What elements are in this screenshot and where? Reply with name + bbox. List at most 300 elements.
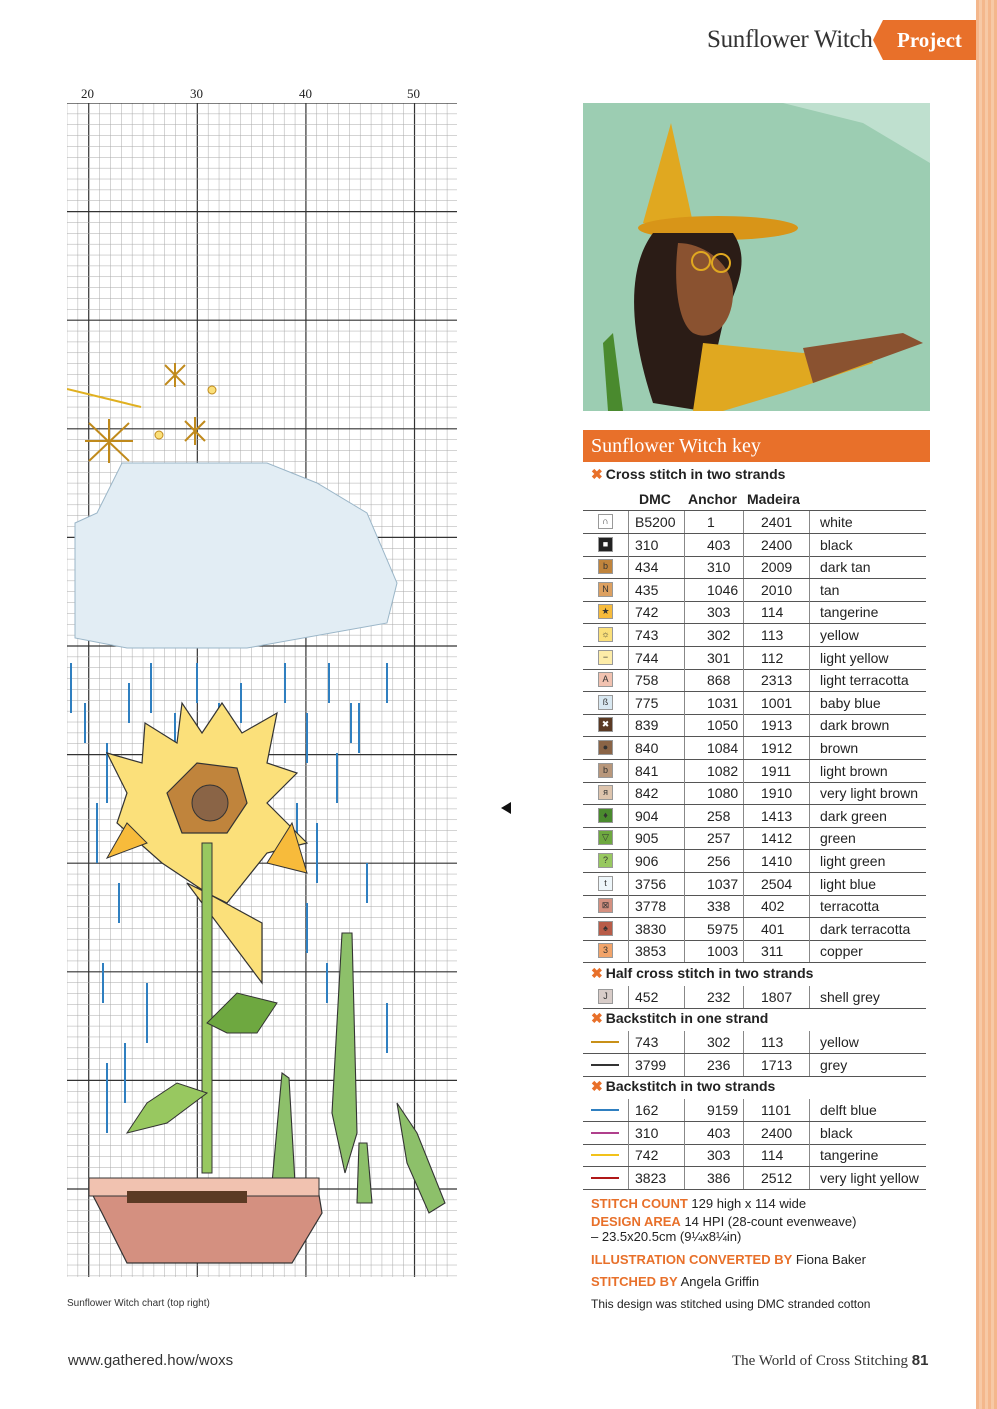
key-row	[583, 940, 926, 963]
table-divider	[809, 760, 810, 782]
key-row	[583, 669, 926, 692]
table-divider	[684, 1122, 685, 1144]
table-divider	[684, 579, 685, 601]
key-cell-anchor: 1031	[707, 694, 739, 711]
key-cell-name: dark green	[820, 807, 887, 824]
key-cell-name: dark brown	[820, 717, 890, 734]
key-cell-anchor: 1003	[707, 943, 739, 960]
table-divider	[684, 918, 685, 940]
key-row	[583, 873, 926, 896]
table-divider	[809, 669, 810, 691]
stitch-symbol-icon: 3	[598, 943, 613, 958]
table-divider	[743, 624, 744, 646]
key-cell-name: very light brown	[820, 785, 919, 802]
key-cell-name: very light yellow	[820, 1169, 919, 1186]
stitched-witch-photo	[583, 103, 930, 411]
key-row	[583, 692, 926, 715]
key-cell-madeira: 2401	[761, 514, 793, 530]
key-cell-madeira: 1913	[761, 717, 793, 734]
stitch-symbol-icon: b	[598, 559, 613, 574]
table-divider	[809, 895, 810, 917]
table-divider	[684, 556, 685, 578]
key-cell-name: yellow	[820, 627, 859, 643]
key-cell-name: tangerine	[820, 604, 879, 621]
table-divider	[743, 760, 744, 782]
key-cell-anchor: 1084	[707, 740, 739, 756]
stitch-symbol-icon: ⊠	[598, 898, 613, 913]
table-divider	[743, 1144, 744, 1166]
table-divider	[628, 1167, 629, 1189]
table-divider	[809, 782, 810, 804]
key-cell-madeira: 401	[761, 920, 785, 937]
table-divider	[743, 850, 744, 872]
project-tag: Project	[883, 20, 976, 60]
table-divider	[628, 579, 629, 601]
stitch-symbol-icon: A	[598, 672, 613, 687]
stitch-symbol-icon: ▽	[598, 830, 613, 845]
stitch-symbol-icon: J	[598, 989, 613, 1004]
stitch-symbol-icon: ■	[598, 537, 613, 552]
key-cell-anchor: 301	[707, 649, 731, 666]
table-divider	[743, 986, 744, 1008]
section-label: Backstitch in two strands	[605, 1078, 776, 1094]
table-divider	[628, 692, 629, 714]
stitch-symbol-icon: ●	[598, 740, 613, 755]
table-divider	[809, 1167, 810, 1189]
section-backstitch-two: ✖ Backstitch in two strands	[591, 1078, 776, 1094]
design-area: DESIGN AREA 14 HPI (28-count evenweave)	[591, 1214, 857, 1229]
key-cell-anchor: 303	[707, 604, 731, 621]
key-cell-madeira: 1910	[761, 785, 793, 802]
stitch-symbol-icon: t	[598, 876, 613, 891]
stitch-symbol-icon: b	[598, 763, 613, 778]
key-cell-anchor: 257	[707, 830, 731, 847]
table-divider	[684, 895, 685, 917]
sunflower-motif	[107, 703, 307, 1173]
table-divider	[684, 511, 685, 533]
section-label: Cross stitch in two strands	[605, 466, 786, 482]
table-divider	[809, 918, 810, 940]
key-cell-name: copper	[820, 943, 863, 960]
stitch-symbol-icon: −	[598, 650, 613, 665]
key-row	[583, 1122, 926, 1145]
illustration-credit: ILLUSTRATION CONVERTED BY Fiona Baker	[591, 1252, 866, 1267]
key-cell-anchor: 310	[707, 559, 731, 576]
table-divider	[743, 714, 744, 736]
table-divider	[809, 737, 810, 759]
key-row	[583, 918, 926, 941]
section-half-cross: ✖ Half cross stitch in two strands	[591, 965, 814, 981]
backstitch-swatch	[591, 1154, 619, 1156]
decorative-side-stripe	[976, 0, 997, 1409]
page-number: 81	[911, 1352, 929, 1369]
key-cell-dmc: 3823	[635, 1169, 667, 1186]
key-cell-name: light brown	[820, 762, 888, 779]
key-cell-madeira: 1101	[761, 1102, 792, 1118]
key-cell-dmc: 743	[635, 627, 659, 643]
key-title: Sunflower Witch key	[583, 430, 930, 462]
key-row	[583, 1099, 926, 1122]
key-cell-name: light blue	[820, 875, 877, 892]
table-divider	[628, 1144, 629, 1166]
table-divider	[743, 895, 744, 917]
stitch-symbol-icon: ☼	[598, 627, 613, 642]
table-divider	[809, 986, 810, 1008]
key-cell-name: terracotta	[820, 898, 880, 915]
key-row	[583, 827, 926, 850]
key-cell-name: light yellow	[820, 649, 889, 666]
stitch-symbol-icon: ♦	[598, 808, 613, 823]
table-divider	[628, 827, 629, 849]
key-cell-madeira: 1912	[761, 740, 793, 756]
key-row	[583, 986, 926, 1009]
key-cell-madeira: 113	[761, 1034, 784, 1050]
backstitch-swatch	[591, 1109, 619, 1111]
section-label: Backstitch in one strand	[605, 1010, 769, 1026]
key-cell-madeira: 2009	[761, 559, 793, 576]
key-cell-madeira: 1911	[761, 762, 792, 779]
key-cell-anchor: 1080	[707, 785, 739, 802]
key-cell-dmc: 742	[635, 1147, 659, 1164]
key-row	[583, 511, 926, 534]
key-cell-madeira: 2400	[761, 536, 793, 553]
key-column-headers	[583, 488, 926, 511]
table-divider	[628, 556, 629, 578]
table-divider	[809, 850, 810, 872]
key-cell-madeira: 112	[761, 649, 784, 666]
table-divider	[684, 624, 685, 646]
table-divider	[743, 782, 744, 804]
key-cell-anchor: 386	[707, 1169, 731, 1186]
key-cell-anchor: 1082	[707, 762, 739, 779]
key-cell-madeira: 2010	[761, 581, 793, 598]
table-divider	[684, 647, 685, 669]
key-row	[583, 782, 926, 805]
key-cell-dmc: 742	[635, 604, 659, 621]
table-divider	[684, 714, 685, 736]
table-divider	[628, 918, 629, 940]
key-cell-name: black	[820, 536, 853, 553]
table-divider	[743, 669, 744, 691]
key-cell-dmc: 3830	[635, 920, 667, 937]
key-cell-madeira: 2313	[761, 672, 793, 689]
table-divider	[743, 1167, 744, 1189]
key-cell-anchor: 1037	[707, 875, 739, 892]
key-row	[583, 579, 926, 602]
stitch-symbol-icon: ✖	[598, 717, 613, 732]
table-divider	[743, 647, 744, 669]
stitch-symbol-icon: ∩	[598, 514, 613, 529]
table-divider	[809, 624, 810, 646]
key-row	[583, 1144, 926, 1167]
column-header-dmc: DMC	[639, 491, 671, 507]
key-cell-anchor: 338	[707, 898, 731, 915]
table-divider	[684, 1144, 685, 1166]
table-divider	[684, 986, 685, 1008]
key-cell-dmc: 841	[635, 762, 659, 779]
table-divider	[628, 895, 629, 917]
key-cell-dmc: 743	[635, 1034, 659, 1050]
key-cell-anchor: 232	[707, 989, 731, 1005]
table-divider	[684, 1167, 685, 1189]
key-cell-dmc: 310	[635, 1124, 659, 1141]
key-cell-dmc: 904	[635, 807, 659, 824]
key-row	[583, 601, 926, 624]
key-cell-anchor: 236	[707, 1056, 731, 1073]
key-cell-name: black	[820, 1124, 853, 1141]
column-header-anchor: Anchor	[688, 491, 737, 507]
table-divider	[684, 760, 685, 782]
key-cell-dmc: 839	[635, 717, 659, 734]
key-row	[583, 1031, 926, 1054]
key-cell-name: tangerine	[820, 1147, 879, 1164]
table-divider	[809, 647, 810, 669]
table-divider	[628, 873, 629, 895]
table-divider	[743, 1031, 744, 1053]
key-cell-name: white	[820, 514, 853, 530]
table-divider	[684, 669, 685, 691]
sparkle-icon	[85, 363, 205, 463]
table-divider	[809, 692, 810, 714]
table-divider	[809, 940, 810, 962]
chart-caption: Sunflower Witch chart (top right)	[67, 1298, 210, 1309]
key-cell-anchor: 9159	[707, 1102, 739, 1118]
table-divider	[684, 737, 685, 759]
table-divider	[684, 1054, 685, 1076]
table-divider	[684, 827, 685, 849]
key-cell-name: yellow	[820, 1034, 859, 1050]
stitch-symbol-icon: ?	[598, 853, 613, 868]
key-cell-name: delft blue	[820, 1102, 877, 1118]
footer-magazine: The World of Cross Stitching 81	[732, 1352, 929, 1369]
table-divider	[809, 534, 810, 556]
table-divider	[684, 782, 685, 804]
table-divider	[628, 669, 629, 691]
key-cell-dmc: 3778	[635, 898, 667, 915]
backstitch-swatch	[591, 1064, 619, 1066]
stitched-by-credit: STITCHED BY Angela Griffin	[591, 1274, 760, 1289]
key-row	[583, 1167, 926, 1190]
key-row	[583, 737, 926, 760]
table-divider	[628, 1054, 629, 1076]
key-cell-anchor: 1	[707, 514, 715, 530]
key-cell-name: dark terracotta	[820, 920, 911, 937]
table-divider	[743, 737, 744, 759]
key-cell-anchor: 258	[707, 807, 731, 824]
table-divider	[628, 601, 629, 623]
key-cell-madeira: 1713	[761, 1056, 793, 1073]
table-divider	[628, 782, 629, 804]
key-cell-madeira: 1001	[761, 694, 793, 711]
key-cell-dmc: 162	[635, 1102, 659, 1118]
table-divider	[743, 579, 744, 601]
table-divider	[809, 1099, 810, 1121]
table-divider	[684, 692, 685, 714]
key-cell-madeira: 113	[761, 627, 784, 643]
key-cell-dmc: 775	[635, 694, 659, 711]
key-cell-name: shell grey	[820, 989, 880, 1005]
table-divider	[684, 534, 685, 556]
key-row	[583, 850, 926, 873]
key-cell-name: dark tan	[820, 559, 871, 576]
table-divider	[809, 1122, 810, 1144]
stitch-symbol-icon: ß	[598, 695, 613, 710]
column-header-madeira: Madeira	[747, 491, 800, 507]
footer-url[interactable]: www.gathered.how/woxs	[68, 1352, 234, 1369]
key-row	[583, 714, 926, 737]
key-cell-dmc: 905	[635, 830, 659, 847]
key-cell-name: tan	[820, 581, 840, 598]
stitch-symbol-icon: я	[598, 785, 613, 800]
key-cell-dmc: 3799	[635, 1056, 667, 1073]
table-divider	[628, 534, 629, 556]
table-divider	[684, 805, 685, 827]
table-divider	[743, 805, 744, 827]
table-divider	[684, 1099, 685, 1121]
table-divider	[809, 827, 810, 849]
table-divider	[809, 601, 810, 623]
stitch-symbol-icon: ♠	[598, 921, 613, 936]
key-cell-anchor: 303	[707, 1147, 731, 1164]
chart-center-arrow-icon	[501, 802, 511, 814]
table-divider	[743, 601, 744, 623]
table-divider	[684, 850, 685, 872]
key-cell-madeira: 1410	[761, 853, 793, 869]
key-cell-dmc: 452	[635, 989, 659, 1005]
key-row	[583, 805, 926, 828]
table-divider	[628, 850, 629, 872]
table-divider	[628, 1031, 629, 1053]
table-divider	[743, 1099, 744, 1121]
key-cell-dmc: 435	[635, 581, 659, 598]
backstitch-swatch	[591, 1132, 619, 1134]
key-cell-madeira: 114	[761, 604, 784, 621]
key-cell-madeira: 2504	[761, 875, 793, 892]
key-row	[583, 647, 926, 670]
table-divider	[809, 1031, 810, 1053]
key-cell-madeira: 2400	[761, 1124, 793, 1141]
table-divider	[743, 511, 744, 533]
key-cell-dmc: 744	[635, 649, 659, 666]
key-cell-anchor: 1046	[707, 581, 739, 598]
page-header-title: Sunflower Witch	[707, 26, 873, 53]
table-divider	[743, 827, 744, 849]
table-divider	[743, 1122, 744, 1144]
table-divider	[743, 534, 744, 556]
key-cell-anchor: 256	[707, 853, 731, 869]
table-divider	[684, 1031, 685, 1053]
key-cell-name: brown	[820, 740, 859, 756]
key-cell-name: baby blue	[820, 694, 881, 711]
stitch-symbol-icon: N	[598, 582, 613, 597]
key-cell-name: green	[820, 830, 856, 847]
key-cell-anchor: 302	[707, 627, 731, 643]
table-divider	[684, 940, 685, 962]
table-divider	[628, 647, 629, 669]
section-backstitch-one: ✖ Backstitch in one strand	[591, 1010, 769, 1026]
key-cell-madeira: 2512	[761, 1169, 793, 1186]
table-divider	[628, 760, 629, 782]
key-cell-dmc: 842	[635, 785, 659, 802]
table-divider	[628, 714, 629, 736]
table-divider	[743, 873, 744, 895]
key-cell-dmc: 840	[635, 740, 659, 756]
key-cell-madeira: 402	[761, 898, 785, 915]
table-divider	[743, 918, 744, 940]
key-row	[583, 760, 926, 783]
stitch-count: STITCH COUNT 129 high x 114 wide	[591, 1196, 807, 1211]
key-cell-dmc: B5200	[635, 514, 676, 530]
table-divider	[809, 714, 810, 736]
key-row	[583, 895, 926, 918]
chart-axis-number: 40	[299, 86, 312, 101]
key-cell-dmc: 310	[635, 536, 659, 553]
table-divider	[628, 940, 629, 962]
table-divider	[743, 940, 744, 962]
chart-axis-number: 50	[407, 86, 420, 101]
design-area-size: – 23.5x20.5cm (9¼x8¼in)	[591, 1229, 742, 1244]
table-divider	[809, 805, 810, 827]
thread-note: This design was stitched using DMC stranded cotton	[591, 1297, 871, 1311]
key-cell-dmc: 3756	[635, 875, 667, 892]
key-cell-madeira: 1412	[761, 830, 793, 847]
table-divider	[628, 737, 629, 759]
key-cell-anchor: 868	[707, 672, 731, 689]
key-cell-dmc: 434	[635, 559, 659, 576]
chart-axis-number: 20	[81, 86, 94, 101]
table-divider	[809, 511, 810, 533]
key-cell-dmc: 3853	[635, 943, 667, 960]
key-cell-name: grey	[820, 1056, 848, 1073]
key-cell-madeira: 114	[761, 1147, 784, 1164]
key-row	[583, 1054, 926, 1077]
key-cell-dmc: 758	[635, 672, 659, 689]
key-cell-name: light terracotta	[820, 672, 909, 689]
cross-stitch-chart	[67, 103, 457, 1277]
table-divider	[628, 1099, 629, 1121]
key-row	[583, 556, 926, 579]
key-cell-dmc: 906	[635, 853, 659, 869]
key-row	[583, 534, 926, 557]
key-cell-madeira: 311	[761, 943, 784, 960]
backstitch-swatch	[591, 1177, 619, 1179]
key-cell-anchor: 403	[707, 536, 731, 553]
backstitch-swatch	[591, 1041, 619, 1043]
table-divider	[628, 511, 629, 533]
table-divider	[809, 1144, 810, 1166]
table-divider	[628, 1122, 629, 1144]
table-divider	[684, 601, 685, 623]
table-divider	[628, 805, 629, 827]
key-cell-madeira: 1807	[761, 989, 793, 1005]
key-cell-anchor: 403	[707, 1124, 731, 1141]
key-cell-madeira: 1413	[761, 807, 793, 824]
key-cell-anchor: 1050	[707, 717, 739, 734]
section-label: Half cross stitch in two strands	[605, 965, 814, 981]
table-divider	[743, 1054, 744, 1076]
table-divider	[628, 986, 629, 1008]
table-divider	[809, 556, 810, 578]
key-cell-name: light green	[820, 853, 886, 869]
section-cross-stitch: ✖ Cross stitch in two strands	[591, 466, 786, 482]
table-divider	[743, 692, 744, 714]
table-divider	[809, 1054, 810, 1076]
key-cell-anchor: 302	[707, 1034, 731, 1050]
key-row	[583, 624, 926, 647]
key-cell-anchor: 5975	[707, 920, 739, 937]
table-divider	[809, 873, 810, 895]
table-divider	[743, 556, 744, 578]
